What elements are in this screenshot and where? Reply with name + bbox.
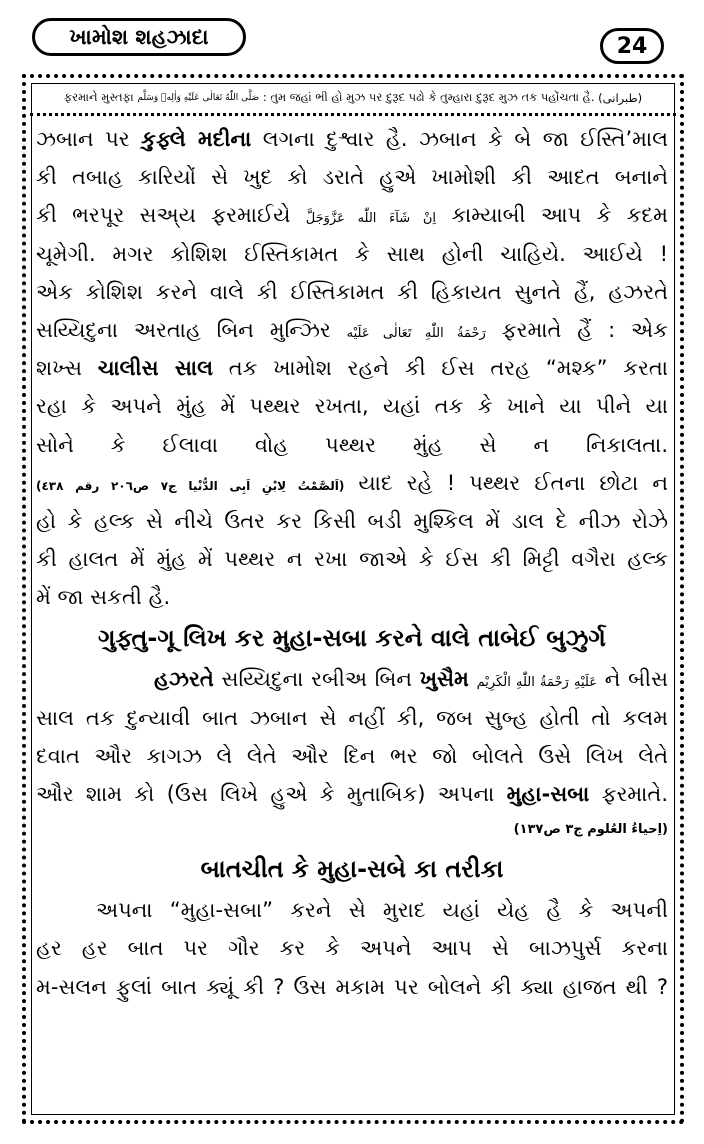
text-line: [36, 349, 668, 387]
text-line: મ-સલન ફુલાં બાત ક્યૂં કી ? ઉસ મકામ પર બોલને કી ક્યા હાજત થી ?: [36, 974, 668, 999]
text-span: ફરમાતે હૈં : એક: [501, 317, 668, 342]
section-heading: બાતચીત કે મુહા-સબે કા તરીકા: [200, 855, 504, 884]
hadith-text: : તુમ જહાં ભી હો મુઝ પર દુરૂદ પઢો કે તુમ્હારા દુરૂદ મુઝ તક પહોંચતા હૈ.: [262, 90, 595, 104]
text-span: ફરમાતે.: [601, 782, 668, 806]
text-span: શખ્સ: [36, 356, 82, 381]
text-span: ઝબાન પર: [36, 127, 130, 151]
text-line: કી તબાહ કારિયોં સે ખુદ કો ડરાતે હુએ ખામોશી કી આદત બનાને: [36, 165, 668, 190]
text-line: [36, 120, 668, 158]
hadith-honorific: صَلَّى اللّٰهُ تَعَالٰى عَلَيْهِ وَاٰلِهٖ وَسَلَّم: [137, 92, 260, 103]
arabic-phrase: اِنْ شَآءَ اللّٰه عَزَّوَجَلَّ: [305, 211, 437, 227]
arabic-phrase: عَلَيْهِ رَحْمَةُ اللّٰهِ الْكَرِيْم: [476, 675, 597, 691]
text-line: ચૂમેગી. મગર કોશિશ ઈસ્તિકામત કે સાથ હોની ચાહિયે. આઈયે !: [36, 241, 668, 266]
text-span: લગના દુશ્વાર હૈ. ઝબાન કે બે જા ઈસ્તિ’માલ: [262, 127, 668, 151]
text-line: [36, 196, 668, 234]
text-span: તક ખામોશ રહને કી ઈસ તરહ “મશ્ક” કરતા: [228, 356, 668, 381]
text-line: એક કોશિશ કરને વાલે કી ઈસ્તિકામત કી હિકાયત સુનતે હૈં, હઝરતે: [36, 279, 668, 304]
text-line: [36, 311, 668, 349]
text-line: કી હાલત મેં મુંહ મેં પથ્થર ન રખા જાએ કે ઈસ કી મિટ્ટી વગૈરા હલ્ક: [36, 547, 668, 572]
text-line: હો કે હલ્ક સે નીચે ઉતર કર કિસી બડી મુશ્કિલ મેં ડાલ દે નીઝ રોઝે: [36, 508, 668, 533]
text-line: સોને કે ઈલાવા વોહ પથ્થર મુંહ સે ન નિકાલતા.: [36, 432, 668, 457]
section-heading: ગુફ્તુ-ગૂ લિખ કર મુહા-સબા કરને વાલે તાબેઈ બુઝુર્ગ: [98, 624, 606, 653]
text-line: અપના “મુહા-સબા” કરને સે મુરાદ યહાં યેહ હૈ કે અપની: [96, 898, 668, 923]
source-reference: (اِحیاءُ العُلوم ج٣ ص١٣٧): [513, 822, 668, 838]
text-span: યાદ રહે ! પથ્થર ઈતના છોટા ન: [358, 470, 668, 495]
text-line: [36, 660, 668, 698]
text-span: સય્યિદુના અરતાહ બિન મુન્ઝિર: [36, 317, 331, 342]
bold-phrase: મુહા-સબા: [506, 782, 590, 806]
arabic-phrase: رَحْمَةُ اللّٰهِ تَعَالٰى عَلَيْه: [346, 325, 486, 341]
bold-phrase: હઝરતે: [154, 667, 214, 692]
text-line: રહા કે અપને મુંહ મેં પથ્થર રખતા, યહાં તક કે ખાને યા પીને યા: [36, 394, 668, 419]
text-span: કામ્યાબી આપ કે કદમ: [451, 203, 668, 228]
source-reference: (اَلصَّمْتُ لِابْنِ اَبِی الدُّنْیا ج٧ ص٢٠٦ رقم ٤٣٨): [36, 478, 345, 493]
bold-phrase: ખુસૈમ: [419, 667, 469, 692]
hadith-strip: [30, 82, 676, 116]
text-span: ને બીસ: [604, 667, 668, 692]
text-span: ઔર શામ કો (ઉસ લિખે હુએ કે મુતાબિક) અપના: [36, 782, 495, 806]
bold-phrase: ચાલીસ સાલ: [97, 356, 213, 381]
text-line: [36, 775, 668, 813]
text-line: મેં જા સકતી હૈ.: [36, 585, 171, 610]
bold-phrase: કુફ્લે મદીના: [141, 127, 252, 151]
hadith-lead: ફરમાને મુસ્તફા: [63, 90, 134, 104]
text-line: [36, 464, 668, 502]
page-number: 24: [600, 28, 664, 64]
text-span: સય્યિદુના રબીઅ બિન: [221, 667, 413, 692]
body-text: [36, 120, 668, 1006]
text-line: સાલ તક દુન્યાવી બાત ઝબાન સે નહીં કી, જબ સુબ્હ હોતી તો કલમ: [36, 705, 668, 730]
book-title: ખામોશ શહઝાદા: [32, 18, 246, 56]
text-span: કી ભરપૂર સઅ્ય ફરમાઈયે: [36, 203, 291, 228]
hadith-source: (طبرانی): [598, 90, 643, 105]
text-line: દવાત ઔર કાગઝ લે લેતે ઔર દિન ભર જો બોલતે ઉસે લિખ લેતે: [36, 743, 668, 768]
text-line: હર હર બાત પર ગૌર કર કે અપને આપ સે બાઝપુર્સ કરના: [36, 936, 668, 961]
